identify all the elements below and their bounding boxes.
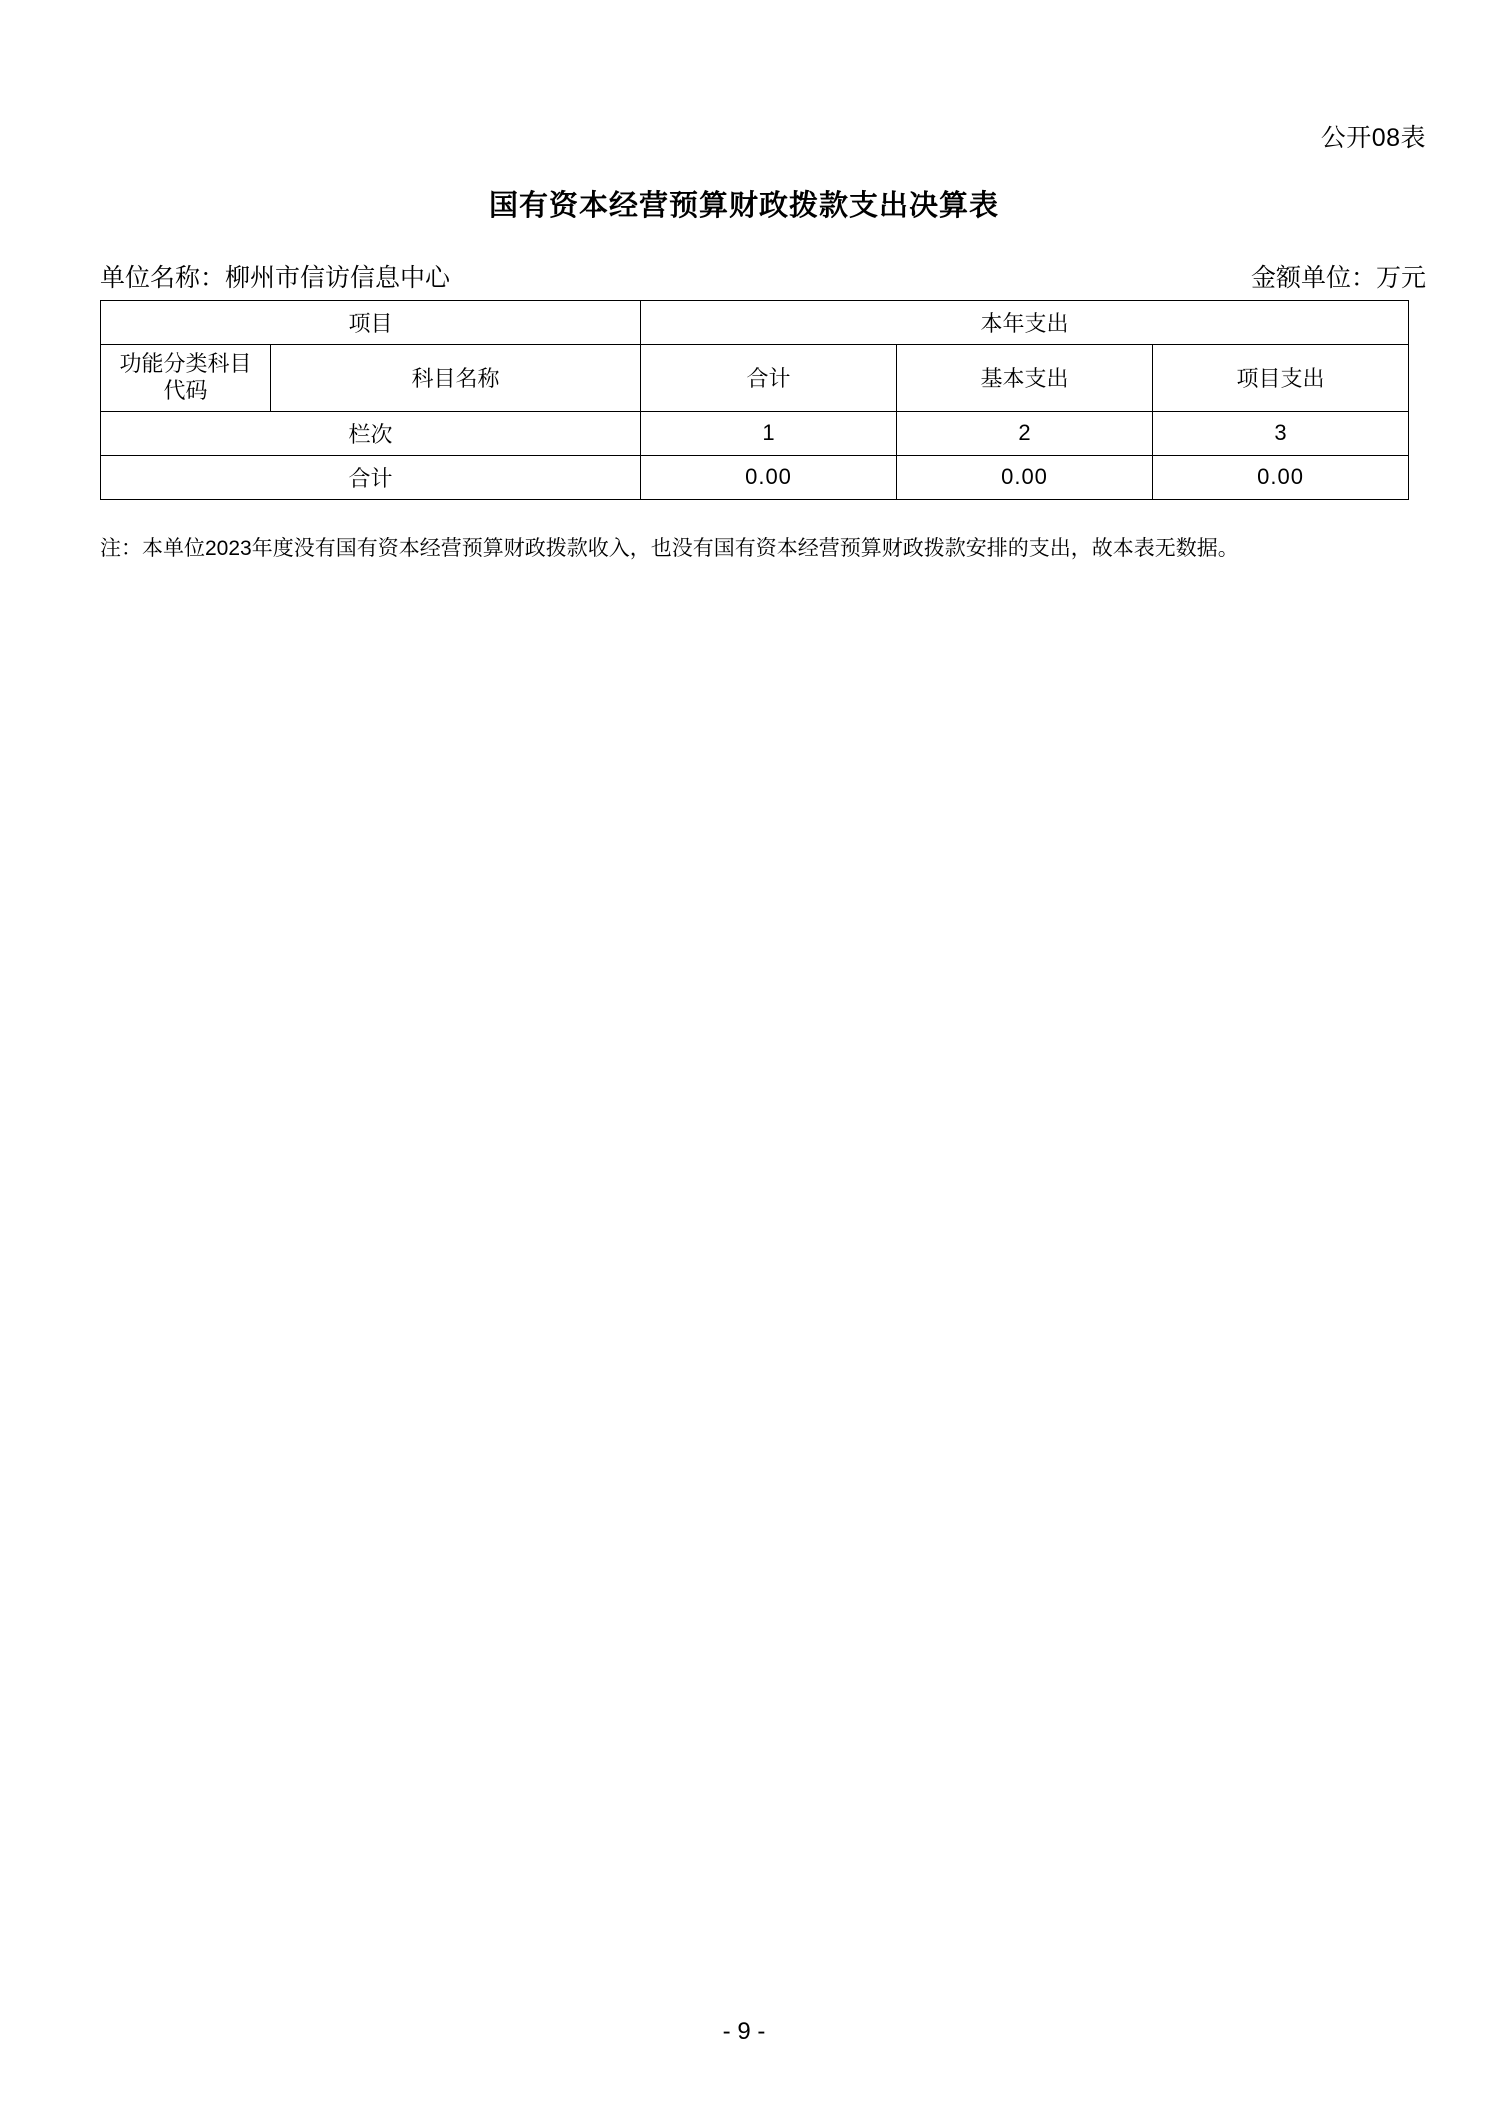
header-total: 合计 <box>641 345 897 412</box>
header-code-line2: 代码 <box>163 377 208 403</box>
header-basic: 基本支出 <box>897 345 1153 412</box>
header-subject-name: 科目名称 <box>271 345 641 412</box>
page-number: - 9 - <box>722 2018 766 2045</box>
table-header-row <box>101 345 1409 412</box>
table-header-group-row <box>101 301 1409 345</box>
header-project: 项目支出 <box>1153 345 1409 412</box>
table-row <box>101 455 1409 499</box>
column-index-2: 2 <box>897 411 1153 455</box>
row-value-total: 0.00 <box>641 455 897 499</box>
header-code <box>101 345 271 412</box>
table-column-index-row <box>101 411 1409 455</box>
header-item-group: 项目 <box>101 301 641 345</box>
budget-table <box>100 300 1409 500</box>
row-value-project: 0.00 <box>1153 455 1409 499</box>
column-index-3: 3 <box>1153 411 1409 455</box>
header-current-year-group: 本年支出 <box>641 301 1409 345</box>
column-index-1: 1 <box>641 411 897 455</box>
column-index-label: 栏次 <box>101 411 641 455</box>
header-code-line1: 功能分类科目 <box>119 351 252 376</box>
page-header-label: 公开08表 <box>1320 124 1426 152</box>
row-value-basic: 0.00 <box>897 455 1153 499</box>
table-note: 注：本单位2023年度没有国有资本经营预算财政拨款收入，也没有国有资本经营预算财政拨款安排的支出，故本表无数据。 <box>100 537 1239 560</box>
unit-name-label: 单位名称：柳州市信访信息中心 <box>100 264 451 292</box>
amount-unit-label: 金额单位：万元 <box>1250 264 1426 292</box>
row-label-total: 合计 <box>101 455 641 499</box>
meta-row <box>100 258 1426 294</box>
page-title: 国有资本经营预算财政拨款支出决算表 <box>488 190 999 222</box>
